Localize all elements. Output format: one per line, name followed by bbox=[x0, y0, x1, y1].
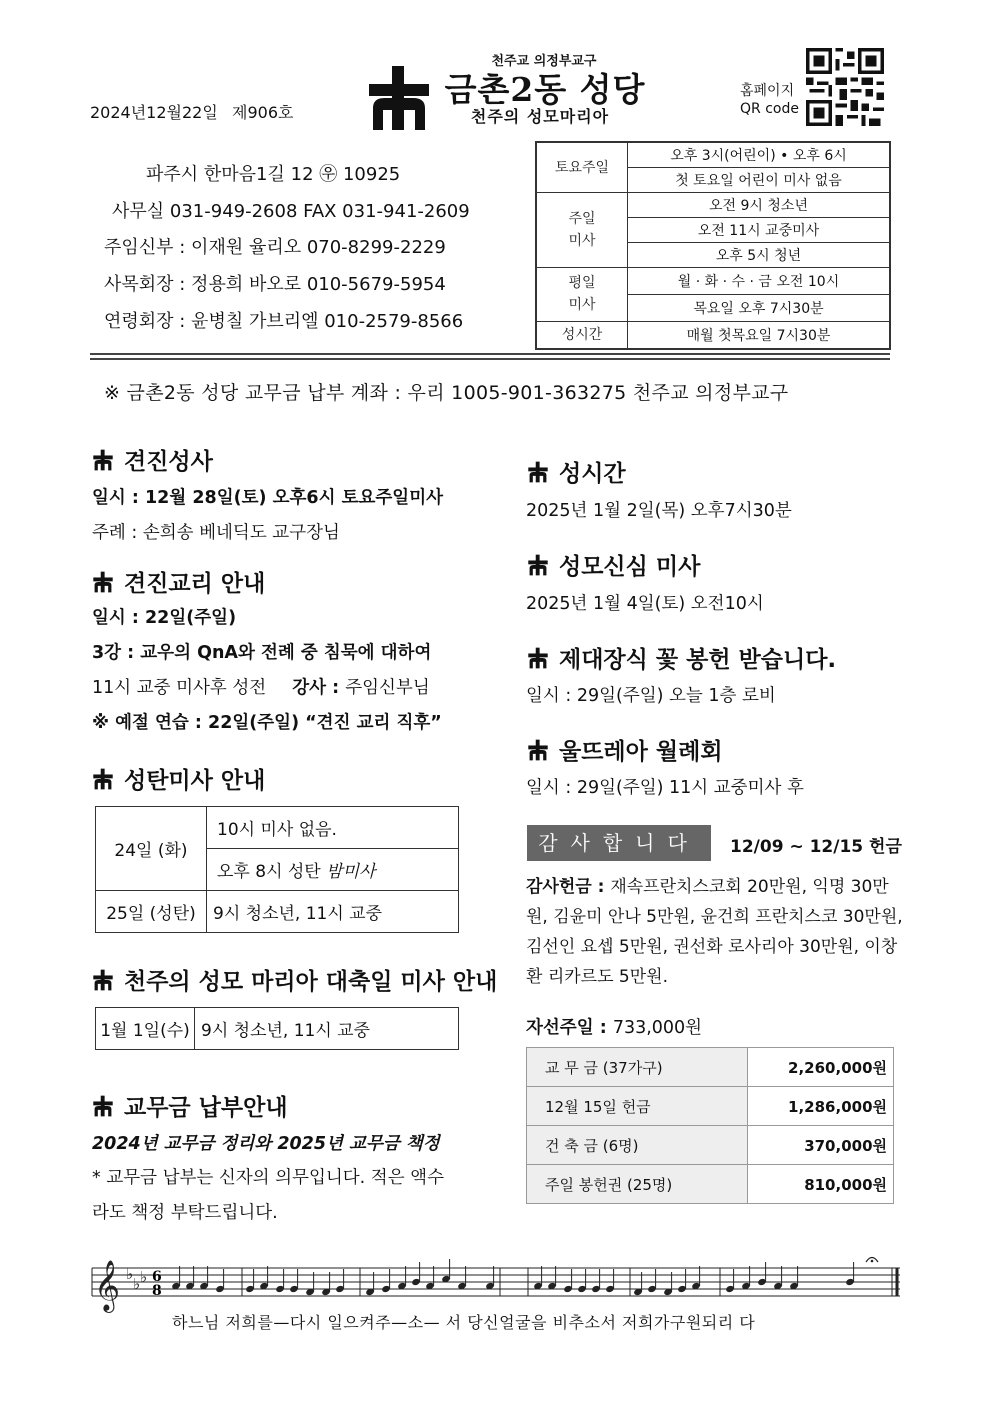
song-lyrics: 하느님 저희를—다시 일으켜주—소— 서 당신얼굴을 비추소서 저희가구원되리 다 bbox=[172, 1313, 756, 1332]
issue-date: 2024년12월22일 bbox=[90, 103, 218, 122]
schedule-sunday-label-2: 미사 bbox=[568, 233, 596, 249]
dues-line-2: 라도 책정 부탁드립니다. bbox=[92, 1203, 278, 1223]
ultreya-title: 울뜨레아 월례회 bbox=[559, 739, 723, 765]
confirmation-date bbox=[92, 484, 443, 509]
altar-flowers-date: 일시 : 29일(주일) 오늘 1층 로비 bbox=[526, 686, 776, 706]
class-date bbox=[92, 604, 236, 629]
council-president-contact: 사목회장 : 정용희 바오로 010-5679-5954 bbox=[104, 274, 446, 295]
pastor-contact: 주임신부 : 이재원 율리오 070-8299-2229 bbox=[104, 237, 446, 258]
finance-value: 370,000원 bbox=[748, 1126, 894, 1165]
thanks-offerings bbox=[526, 872, 904, 992]
christmas-heading bbox=[92, 762, 265, 795]
office-phone: 사무실 031-949-2608 FAX 031-941-2609 bbox=[112, 201, 470, 222]
class-rehearsal-value: 22일(주일) “견진 교리 직후” bbox=[208, 713, 442, 733]
schedule-saturday-2: 첫 토요일 어린이 미사 없음 bbox=[628, 168, 890, 193]
church-cross-logo bbox=[365, 64, 433, 132]
schedule-holy-hour: 매월 첫목요일 7시30분 bbox=[628, 321, 890, 348]
mary-feast-title: 천주의 성모 마리아 대축일 미사 안내 bbox=[124, 969, 498, 995]
schedule-weekday-2: 목요일 오후 7시30분 bbox=[628, 294, 890, 321]
confirmation-heading bbox=[92, 443, 213, 476]
schedule-sunday-label-1: 주일 bbox=[568, 211, 596, 227]
treble-clef-icon: 𝄞 bbox=[94, 1260, 121, 1311]
charity-sunday bbox=[526, 1014, 702, 1039]
class-lecturer-label: 강사 : bbox=[292, 678, 346, 698]
schedule-sunday-1: 오전 9시 청소년 bbox=[628, 193, 890, 218]
confirmation-class-title: 견진교리 안내 bbox=[124, 571, 266, 597]
confirmation-date-value: 12월 28일(토) 오후6시 토요주일미사 bbox=[145, 488, 444, 508]
christmas-day1: 24일 (화) bbox=[96, 807, 207, 891]
confirmation-date-label: 일시 : bbox=[92, 488, 145, 508]
holy-hour-title: 성시간 bbox=[559, 461, 626, 487]
thanks-offering-text: 재속프란치스코회 20만원, 익명 30만원, 김윤미 안나 5만원, 윤건희 프란치스코 30만원, 김선인 요셉 5만원, 권선화 로사리아 30만원, 이창환 리카르도 5만원. bbox=[526, 877, 903, 987]
class-rehearsal bbox=[92, 709, 442, 734]
divider-top bbox=[90, 353, 890, 355]
class-lecturer: 주임신부님 bbox=[345, 678, 430, 698]
svg-text:♭: ♭ bbox=[126, 1265, 134, 1283]
dues-title: 교무금 납부안내 bbox=[124, 1095, 288, 1121]
table-row bbox=[527, 1048, 894, 1087]
finance-label: 교 무 금 (37가구) bbox=[527, 1048, 748, 1087]
time-signature-top: 6 bbox=[152, 1269, 162, 1285]
christmas-day1-b-prefix: 오후 8시 성탄 bbox=[217, 862, 327, 882]
divider-bottom bbox=[90, 358, 890, 360]
schedule-sunday-3: 오후 5시 청년 bbox=[628, 243, 890, 268]
class-rehearsal-label: ※ 예절 연습 : bbox=[92, 713, 209, 733]
table-row bbox=[527, 1126, 894, 1165]
issue-number: 제906호 bbox=[232, 103, 294, 122]
christmas-day1-b-italic: 밤미사 bbox=[326, 862, 376, 882]
mary-feast-table bbox=[95, 1007, 459, 1050]
mary-feast-day: 1월 1일(수) bbox=[96, 1008, 195, 1050]
holy-hour-heading bbox=[527, 455, 626, 488]
schedule-weekday-1: 월 · 화 · 수 · 금 오전 10시 bbox=[628, 268, 890, 295]
qr-label-homepage: 홈페이지 bbox=[740, 83, 795, 99]
finance-label: 12월 15일 헌금 bbox=[527, 1087, 748, 1126]
schedule-saturday-label: 토요주일 bbox=[537, 143, 628, 193]
cross-bullet-icon bbox=[92, 1095, 114, 1117]
address: 파주시 한마음1길 12 ㉾ 10925 bbox=[146, 164, 401, 185]
christmas-mass-table bbox=[95, 806, 459, 933]
dues-line-1: * 교무금 납부는 신자의 의무입니다. 적은 액수 bbox=[92, 1168, 444, 1188]
qr-label-code: QR code bbox=[740, 101, 799, 117]
ultreya-heading bbox=[527, 733, 723, 766]
finance-value: 810,000원 bbox=[748, 1165, 894, 1204]
class-lecture bbox=[92, 639, 431, 664]
christmas-title: 성탄미사 안내 bbox=[124, 768, 266, 794]
cross-bullet-icon bbox=[92, 571, 114, 593]
schedule-sunday-label bbox=[537, 193, 628, 268]
ultreya-date: 일시 : 29일(주일) 11시 교중미사 후 bbox=[526, 778, 804, 798]
qr-code-icon[interactable] bbox=[806, 48, 884, 126]
cross-bullet-icon bbox=[92, 768, 114, 790]
class-lecture-value: 교우의 QnA와 전례 중 침묵에 대하여 bbox=[140, 643, 432, 663]
charity-value: 733,000원 bbox=[612, 1018, 703, 1038]
cross-bullet-icon bbox=[92, 969, 114, 991]
finance-label: 건 축 금 (6명) bbox=[527, 1126, 748, 1165]
account-notice: ※ 금촌2동 성당 교무금 납부 계좌 : 우리 1005-901-363275 천주교 의정부교구 bbox=[104, 382, 789, 404]
altar-flowers-title: 제대장식 꽃 봉헌 받습니다. bbox=[559, 647, 837, 673]
class-time-value: 11시 교중 미사후 성전 bbox=[92, 678, 267, 698]
music-notes bbox=[171, 1259, 855, 1296]
time-signature-bottom: 8 bbox=[152, 1283, 162, 1299]
christmas-day2-a: 9시 청소년, 11시 교중 bbox=[207, 891, 459, 933]
finance-value: 2,260,000원 bbox=[748, 1048, 894, 1087]
schedule-holy-hour-label: 성시간 bbox=[537, 321, 628, 348]
confirmation-class-heading bbox=[92, 565, 265, 598]
cross-bullet-icon bbox=[527, 647, 549, 669]
table-row bbox=[527, 1165, 894, 1204]
altar-flowers-heading bbox=[527, 641, 836, 674]
thanks-banner: 감사합니다 bbox=[527, 825, 711, 861]
table-row bbox=[527, 1087, 894, 1126]
finance-table bbox=[526, 1047, 894, 1204]
elder-president-contact: 연령회장 : 윤병칠 가브리엘 010-2579-8566 bbox=[104, 311, 464, 332]
schedule-sunday-2: 오전 11시 교중미사 bbox=[628, 218, 890, 243]
cross-bullet-icon bbox=[527, 461, 549, 483]
dues-subtitle: 2024년 교무금 정리와 2025년 교무금 책정 bbox=[92, 1134, 440, 1154]
class-date-label: 일시 : bbox=[92, 608, 145, 628]
christmas-day2: 25일 (성탄) bbox=[96, 891, 207, 933]
confirmation-title: 견진성사 bbox=[124, 449, 213, 475]
christmas-day1-a: 10시 미사 없음. bbox=[207, 807, 459, 849]
svg-text:♭: ♭ bbox=[133, 1275, 141, 1293]
patron-name: 천주의 성모마리아 bbox=[470, 107, 610, 126]
confirmation-celebrant: 주례 : 손희송 베네딕도 교구장님 bbox=[92, 523, 340, 543]
cross-bullet-icon bbox=[92, 449, 114, 471]
first-sat-heading bbox=[527, 548, 700, 581]
church-name: 금촌2동 성당 bbox=[444, 70, 646, 109]
mary-feast-mass: 9시 청소년, 11시 교중 bbox=[195, 1008, 459, 1050]
first-sat-date: 2025년 1월 4일(토) 오전10시 bbox=[526, 594, 764, 614]
cross-bullet-icon bbox=[527, 554, 549, 576]
finance-label: 주일 봉헌권 (25명) bbox=[527, 1165, 748, 1204]
dues-heading bbox=[92, 1089, 288, 1122]
thanks-offering-label: 감사헌금 : bbox=[526, 877, 611, 897]
class-time bbox=[92, 674, 430, 699]
schedule-weekday-label bbox=[537, 268, 628, 322]
schedule-weekday-label-2: 미사 bbox=[568, 297, 596, 314]
charity-label: 자선주일 : bbox=[526, 1018, 613, 1038]
diocese-name: 천주교 의정부교구 bbox=[491, 54, 597, 69]
schedule-weekday-label-1: 평일 bbox=[568, 275, 596, 292]
class-lecture-label: 3강 : bbox=[92, 643, 141, 663]
christmas-day1-b bbox=[207, 849, 459, 891]
mass-schedule-table bbox=[535, 141, 891, 350]
class-date-value: 22일(주일) bbox=[145, 608, 237, 628]
svg-text:♭: ♭ bbox=[140, 1268, 148, 1286]
finance-value: 1,286,000원 bbox=[748, 1087, 894, 1126]
schedule-saturday-1: 오후 3시(어린이) • 오후 6시 bbox=[628, 143, 890, 168]
holy-hour-date: 2025년 1월 2일(목) 오후7시30분 bbox=[526, 501, 792, 521]
mary-feast-heading bbox=[92, 963, 497, 996]
cross-bullet-icon bbox=[527, 739, 549, 761]
thanks-period: 12/09 ~ 12/15 헌금 bbox=[730, 837, 902, 857]
first-sat-title: 성모신심 미사 bbox=[559, 554, 701, 580]
